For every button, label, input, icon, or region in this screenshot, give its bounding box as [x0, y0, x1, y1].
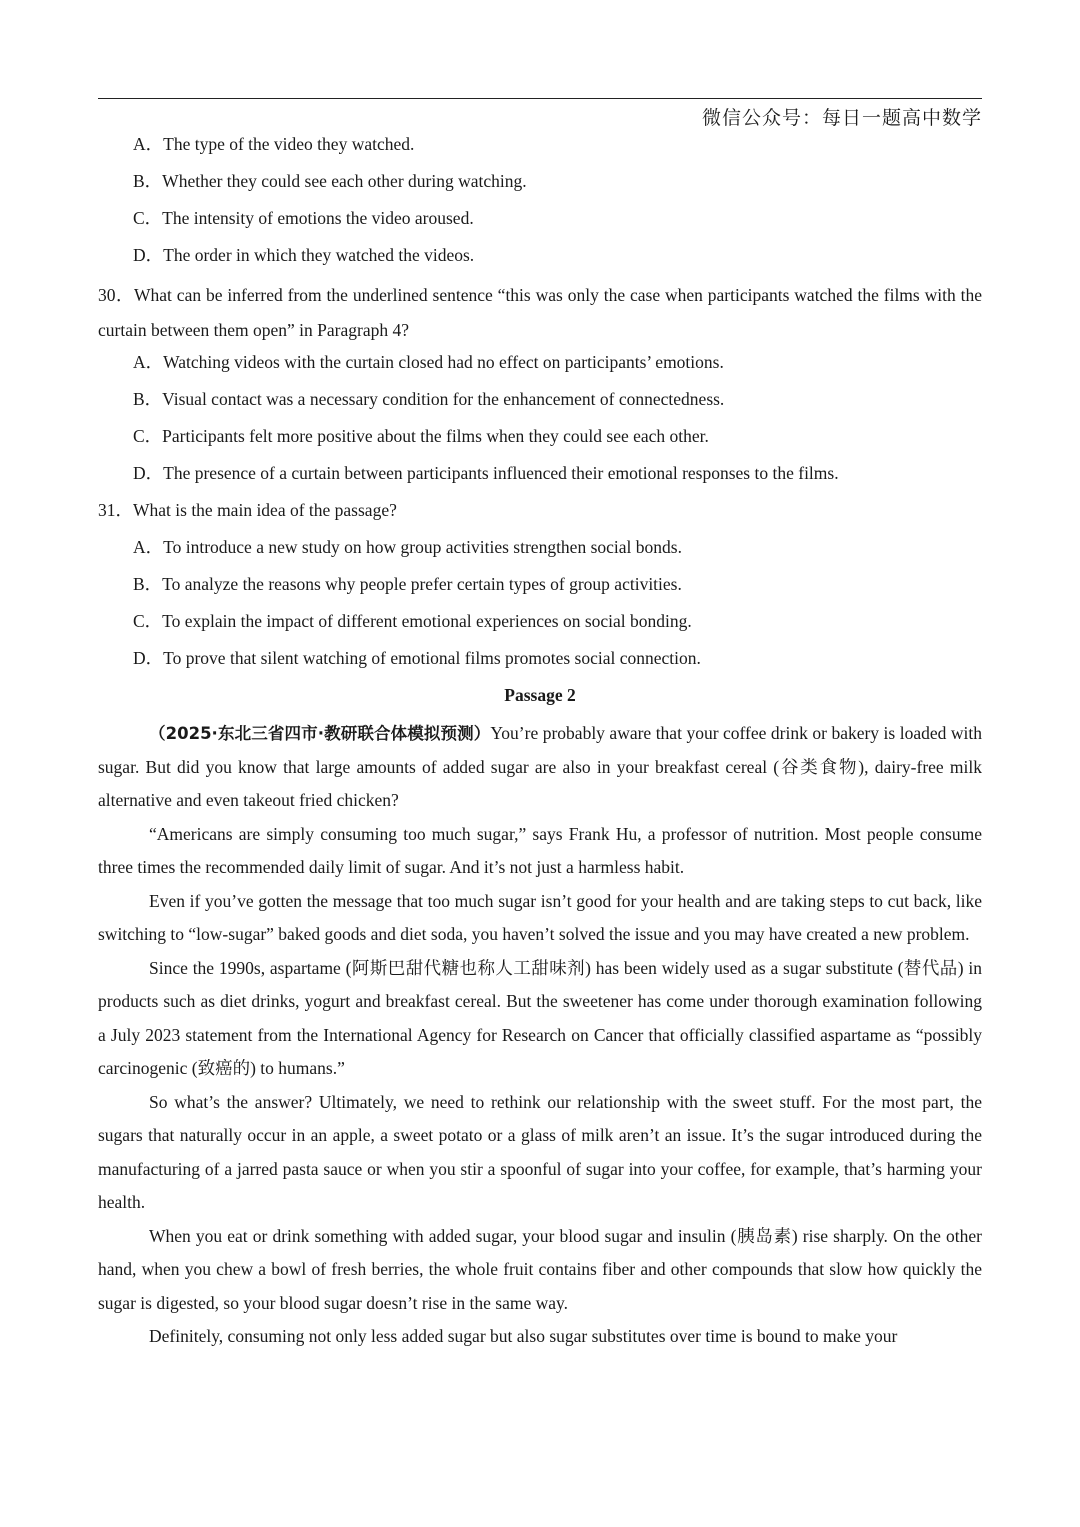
q31-option-c: C．To explain the impact of different emotional experiences on social bonding.: [133, 611, 692, 631]
q31-option-a: A．To introduce a new study on how group activities strengthen social bonds.: [133, 537, 682, 557]
q29-option-a: A．The type of the video they watched.: [133, 134, 415, 154]
passage-paragraph-6: When you eat or drink something with added sugar, your blood sugar and insulin (胰岛素) rise sharply. On the other hand, when you chew a bowl of fresh berries, the whole fruit contains fiber and other compounds that slow how quickly the sugar is digested, so your blood sugar doesn’t rise in the same way.: [98, 1225, 982, 1313]
q29-option-c: C．The intensity of emotions the video aroused.: [133, 208, 474, 228]
q30-option-b: B．Visual contact was a necessary condition for the enhancement of connectedness.: [133, 389, 725, 409]
passage-paragraph-1: [98, 717, 982, 818]
document-body: [98, 130, 982, 1354]
passage-paragraph-2: “Americans are simply consuming too much sugar,” says Frank Hu, a professor of nutrition. Most people consume three times the recommended daily limit of sugar. And it’s not just a harmless habit.: [98, 823, 982, 877]
passage-paragraph-1-text: You’re probably aware that your coffee drink or bakery is loaded with sugar. But did you know that large amounts of added sugar are also in your breakfast cereal (谷类食物), dairy-free milk alternative and even takeout fried chicken?: [98, 723, 982, 810]
q29-option-b: B．Whether they could see each other during watching.: [133, 171, 527, 191]
q30-stem: 30．What can be inferred from the underlined sentence “this was only the case when participants watched the films with the curtain between them open” in Paragraph 4?: [98, 285, 982, 340]
q30-option-c: C．Participants felt more positive about the films when they could see each other.: [133, 426, 709, 446]
passage-paragraph-5: So what’s the answer? Ultimately, we need to rethink our relationship with the sweet stuff. For the most part, the sugars that naturally occur in an apple, a sweet potato or a glass of milk aren’t an issue. It’s the sugar introduced during the manufacturing of a jarred pasta sauce or when you stir a spoonful of sugar into your coffee, for example, that’s harming your health.: [98, 1091, 982, 1212]
header-rule: [98, 98, 982, 99]
q30-option-d: D．The presence of a curtain between participants influenced their emotional responses to the films.: [133, 463, 839, 483]
q31-option-d: D．To prove that silent watching of emotional films promotes social connection.: [133, 648, 701, 668]
q29-option-d: D．The order in which they watched the videos.: [133, 245, 475, 265]
passage-paragraph-7: Definitely, consuming not only less added sugar but also sugar substitutes over time is bound to make your: [149, 1326, 898, 1346]
passage-source: （2025·东北三省四市·教研联合体模拟预测）: [149, 724, 491, 743]
q31-stem: 31．What is the main idea of the passage?: [98, 500, 397, 520]
header-note: 微信公众号：每日一题高中数学: [701, 107, 982, 129]
passage-paragraph-3: Even if you’ve gotten the message that too much sugar isn’t good for your health and are taking steps to cut back, like switching to “low-sugar” baked goods and diet soda, you haven’t solved the issue and you may have created a new problem.: [98, 890, 982, 944]
q30-options: [98, 348, 982, 496]
q31-option-b: B．To analyze the reasons why people prefer certain types of group activities.: [133, 574, 682, 594]
passage-title: Passage 2: [504, 685, 576, 705]
q29-options: [98, 130, 982, 278]
q31-options: [98, 533, 982, 681]
passage-paragraph-4: Since the 1990s, aspartame (阿斯巴甜代糖也称人工甜味剂) has been widely used as a sugar substitute (替代品) in products such as diet drinks, yogurt and breakfast cereal. But the sweetener has come under thorough examination following a July 2023 statement from the International Agency for Research on Cancer that officially classified aspartame as “possibly carcinogenic (致癌的) to humans.”: [98, 957, 982, 1078]
q30-option-a: A．Watching videos with the curtain closed had no effect on participants’ emotions.: [133, 352, 724, 372]
